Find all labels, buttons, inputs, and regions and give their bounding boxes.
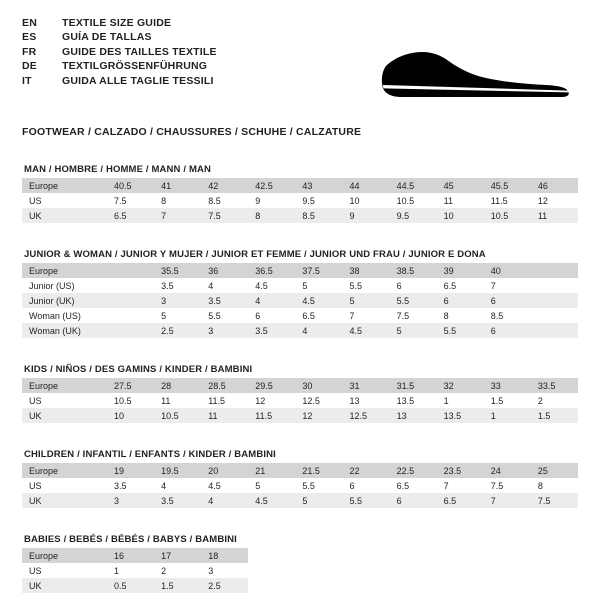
cell: 31: [342, 378, 389, 393]
cell: 40: [484, 263, 531, 278]
cell: 24: [484, 463, 531, 478]
row-label: US: [22, 393, 107, 408]
cell: 36: [201, 263, 248, 278]
size-group-man: [22, 164, 578, 223]
table-row: [22, 408, 578, 423]
cell: 2: [161, 565, 167, 576]
cell-empty: [531, 578, 578, 593]
cell: 5.5: [390, 293, 437, 308]
cell: 5.5: [201, 308, 248, 323]
cell: 7: [154, 208, 201, 223]
cell: 6: [437, 293, 484, 308]
cell: 3.5: [154, 278, 201, 293]
dress-shoe-icon: [380, 38, 572, 110]
cell: 44.5: [390, 178, 437, 193]
cell: [107, 278, 154, 293]
row-label: UK: [22, 493, 107, 508]
cell: 3.5: [154, 493, 201, 508]
group-title: KIDS / NIÑOS / DES GAMINS / KINDER / BAMBINI: [24, 364, 253, 375]
cell: 44: [342, 178, 389, 193]
cell: 11: [437, 193, 484, 208]
cell: 5.5: [295, 478, 342, 493]
cell: 1: [114, 565, 120, 576]
size-table-babies: [22, 548, 578, 593]
cell: 42: [201, 178, 248, 193]
cell: 22.5: [390, 463, 437, 478]
cell: 3: [201, 323, 248, 338]
cell-empty: [484, 563, 531, 578]
cell: 10: [342, 193, 389, 208]
cell: 33.5: [531, 378, 578, 393]
cell: 38.5: [390, 263, 437, 278]
row-label: US: [22, 193, 107, 208]
cell: 1.5: [154, 578, 201, 593]
cell: 4: [248, 293, 295, 308]
size-table-kids: [22, 378, 578, 423]
cell: 10.5: [484, 208, 531, 223]
cell-empty: [484, 548, 531, 563]
cell: 7.5: [531, 493, 578, 508]
language-row: [22, 74, 217, 88]
cell: 5: [295, 278, 342, 293]
language-row: [22, 45, 217, 59]
cell: 29.5: [248, 378, 295, 393]
cell: 4.5: [248, 493, 295, 508]
row-label: UK: [22, 208, 107, 223]
cell: 6.5: [390, 478, 437, 493]
size-group-kids: [22, 364, 578, 423]
size-table-children: [22, 463, 578, 508]
cell: 4.5: [342, 323, 389, 338]
cell: 10.5: [154, 408, 201, 423]
cell: 11.5: [248, 408, 295, 423]
cell: 8: [437, 308, 484, 323]
cell: 12.5: [295, 393, 342, 408]
size-group-children: [22, 449, 578, 508]
cell: 12: [531, 193, 578, 208]
table-row: [22, 308, 578, 323]
cell: 8.5: [295, 208, 342, 223]
cell: 5: [295, 493, 342, 508]
cell: 2: [531, 393, 578, 408]
language-title: GUIDA ALLE TAGLIE TESSILI: [62, 74, 214, 87]
cell: 12: [295, 408, 342, 423]
cell: 40.5: [107, 178, 154, 193]
cell: 3: [107, 493, 154, 508]
cell: 7: [484, 278, 531, 293]
row-label: Europe: [22, 463, 107, 478]
cell: 9: [248, 193, 295, 208]
cell: 5: [342, 293, 389, 308]
table-row: [22, 463, 578, 478]
cell: 19: [107, 463, 154, 478]
cell: 9.5: [295, 193, 342, 208]
cell-empty: [390, 548, 437, 563]
cell: [531, 263, 578, 278]
cell: 7.5: [201, 208, 248, 223]
cell-empty: [484, 578, 531, 593]
cell: [531, 293, 578, 308]
cell: 17: [154, 548, 201, 563]
row-label: US: [29, 565, 42, 576]
row-label: Woman (US): [22, 308, 107, 323]
cell: [531, 323, 578, 338]
cell: 7: [484, 493, 531, 508]
table-row: [22, 193, 578, 208]
cell: 19.5: [154, 463, 201, 478]
cell: 10.5: [107, 393, 154, 408]
cell: 1.5: [484, 393, 531, 408]
cell: 6.5: [107, 208, 154, 223]
cell: 6: [484, 323, 531, 338]
row-label: Woman (UK): [22, 323, 107, 338]
row-label: Europe: [22, 378, 107, 393]
cell: 20: [201, 463, 248, 478]
cell-empty: [437, 563, 484, 578]
cell: [531, 308, 578, 323]
cell-empty: [248, 578, 295, 593]
cell: 39: [437, 263, 484, 278]
cell: 3: [208, 565, 214, 576]
cell: 42.5: [248, 178, 295, 193]
group-title: MAN / HOMBRE / HOMME / MANN / MAN: [24, 164, 212, 175]
group-title: JUNIOR & WOMAN / JUNIOR Y MUJER / JUNIOR ET FEMME / JUNIOR UND FRAU / JUNIOR E DONA: [24, 249, 486, 260]
table-row: [22, 493, 578, 508]
cell: 7.5: [390, 308, 437, 323]
cell: 33: [484, 378, 531, 393]
cell-empty: [342, 548, 389, 563]
cell: 6: [390, 493, 437, 508]
cell: 4: [201, 278, 248, 293]
cell: 10: [107, 408, 154, 423]
row-label: US: [22, 478, 107, 493]
size-table-man: [22, 178, 578, 223]
cell: 8.5: [201, 193, 248, 208]
cell-empty: [248, 548, 295, 563]
cell: 6: [390, 278, 437, 293]
size-group-junior-woman: [22, 249, 578, 338]
cell: 43: [295, 178, 342, 193]
language-title: GUÍA DE TALLAS: [62, 31, 152, 44]
cell: 5: [248, 478, 295, 493]
language-titles: [22, 16, 217, 88]
cell: 28: [154, 378, 201, 393]
table-row: [22, 293, 578, 308]
cell-empty: [437, 578, 484, 593]
cell: 21.5: [295, 463, 342, 478]
cell: 13: [390, 408, 437, 423]
cell: [107, 323, 154, 338]
cell: 36.5: [248, 263, 295, 278]
cell-empty: [295, 578, 342, 593]
language-code: DE: [22, 60, 37, 73]
cell-empty: [437, 548, 484, 563]
cell: 7: [342, 308, 389, 323]
cell: 5: [390, 323, 437, 338]
language-row: [22, 16, 217, 30]
language-title: TEXTILGRÖSSENFÜHRUNG: [62, 60, 208, 73]
table-row: [22, 278, 578, 293]
table-row: [22, 378, 578, 393]
cell-empty: [531, 548, 578, 563]
size-group-babies: [22, 534, 578, 593]
cell: 8: [531, 478, 578, 493]
cell: 9.5: [390, 208, 437, 223]
row-label: UK: [22, 578, 107, 593]
language-code: FR: [22, 45, 37, 58]
cell: 1: [437, 393, 484, 408]
cell: 6.5: [437, 493, 484, 508]
cell: 38: [342, 263, 389, 278]
cell-empty: [342, 563, 389, 578]
table-row: [22, 548, 578, 563]
cell: [107, 308, 154, 323]
cell: 0.5: [107, 578, 154, 593]
cell: 13: [342, 393, 389, 408]
table-row: [22, 478, 578, 493]
cell-empty: [531, 563, 578, 578]
cell: 4.5: [248, 278, 295, 293]
cell: 11: [531, 208, 578, 223]
cell: 41: [154, 178, 201, 193]
cell: 2.5: [154, 323, 201, 338]
cell: 25: [531, 463, 578, 478]
cell: 3.5: [248, 323, 295, 338]
cell: 21: [248, 463, 295, 478]
cell: 11.5: [201, 393, 248, 408]
row-label: UK: [22, 408, 107, 423]
cell: 6.5: [437, 278, 484, 293]
cell: 4: [154, 478, 201, 493]
cell: 46: [531, 178, 578, 193]
cell-empty: [390, 563, 437, 578]
cell: 4.5: [201, 478, 248, 493]
table-row: [22, 208, 578, 223]
cell: 6: [248, 308, 295, 323]
row-label: Europe: [22, 263, 107, 278]
cell-empty: [295, 563, 342, 578]
row-label: Junior (UK): [22, 293, 107, 308]
cell-empty: [390, 578, 437, 593]
cell: 28.5: [201, 378, 248, 393]
language-code: EN: [22, 17, 37, 29]
cell: 11: [154, 393, 201, 408]
cell: 1: [484, 408, 531, 423]
size-table-junior-woman: [22, 263, 578, 338]
cell: 12.5: [342, 408, 389, 423]
cell: 5.5: [437, 323, 484, 338]
cell: 13.5: [390, 393, 437, 408]
cell: 13.5: [437, 408, 484, 423]
cell: 6.5: [295, 308, 342, 323]
cell: 18: [201, 548, 248, 563]
table-row: [22, 323, 578, 338]
row-label: Europe: [22, 548, 107, 563]
cell: 8: [154, 193, 201, 208]
cell: 30: [295, 378, 342, 393]
cell: 27.5: [107, 378, 154, 393]
cell: 5.5: [342, 493, 389, 508]
cell: 37.5: [295, 263, 342, 278]
cell: 31.5: [390, 378, 437, 393]
header: [22, 16, 578, 112]
cell: 11: [201, 408, 248, 423]
group-title: BABIES / BEBÉS / BÉBÉS / BABYS / BAMBINI: [24, 534, 237, 545]
cell: 2.5: [201, 578, 248, 593]
cell: 16: [107, 548, 154, 563]
cell: 12: [248, 393, 295, 408]
row-label: Junior (US): [22, 278, 107, 293]
cell: 22: [342, 463, 389, 478]
cell: 4: [295, 323, 342, 338]
row-label: Europe: [22, 178, 107, 193]
table-row: [22, 578, 578, 593]
cell: [107, 263, 154, 278]
table-row: [22, 178, 578, 193]
cell: 7: [437, 478, 484, 493]
cell: 8.5: [484, 308, 531, 323]
cell: 10.5: [390, 193, 437, 208]
cell: 11.5: [484, 193, 531, 208]
cell: 7.5: [107, 193, 154, 208]
cell: 9: [342, 208, 389, 223]
language-title: TEXTILE SIZE GUIDE: [62, 17, 172, 29]
cell: 5: [154, 308, 201, 323]
group-title: CHILDREN / INFANTIL / ENFANTS / KINDER / BAMBINI: [24, 449, 276, 460]
cell: 4.5: [295, 293, 342, 308]
cell-empty: [342, 578, 389, 593]
table-row: [22, 263, 578, 278]
cell: 3.5: [107, 478, 154, 493]
cell: 35.5: [154, 263, 201, 278]
footwear-section-title: FOOTWEAR / CALZADO / CHAUSSURES / SCHUHE / CALZATURE: [22, 126, 362, 138]
cell: 23.5: [437, 463, 484, 478]
language-title: GUIDE DES TAILLES TEXTILE: [62, 45, 217, 58]
cell-empty: [295, 548, 342, 563]
cell: [531, 278, 578, 293]
language-row: [22, 59, 217, 73]
table-row: [22, 393, 578, 408]
cell: [107, 293, 154, 308]
cell: 32: [437, 378, 484, 393]
cell: 10: [437, 208, 484, 223]
language-row: [22, 30, 217, 44]
cell-empty: [248, 563, 295, 578]
language-code: ES: [22, 31, 37, 44]
cell: 4: [201, 493, 248, 508]
cell: 8: [248, 208, 295, 223]
cell: 45.5: [484, 178, 531, 193]
cell: 7.5: [484, 478, 531, 493]
cell: 3: [154, 293, 201, 308]
cell: 45: [437, 178, 484, 193]
language-code: IT: [22, 74, 32, 87]
cell: 6: [484, 293, 531, 308]
table-row: [22, 563, 578, 578]
cell: 3.5: [201, 293, 248, 308]
cell: 5.5: [342, 278, 389, 293]
cell: 6: [342, 478, 389, 493]
cell: 1.5: [531, 408, 578, 423]
